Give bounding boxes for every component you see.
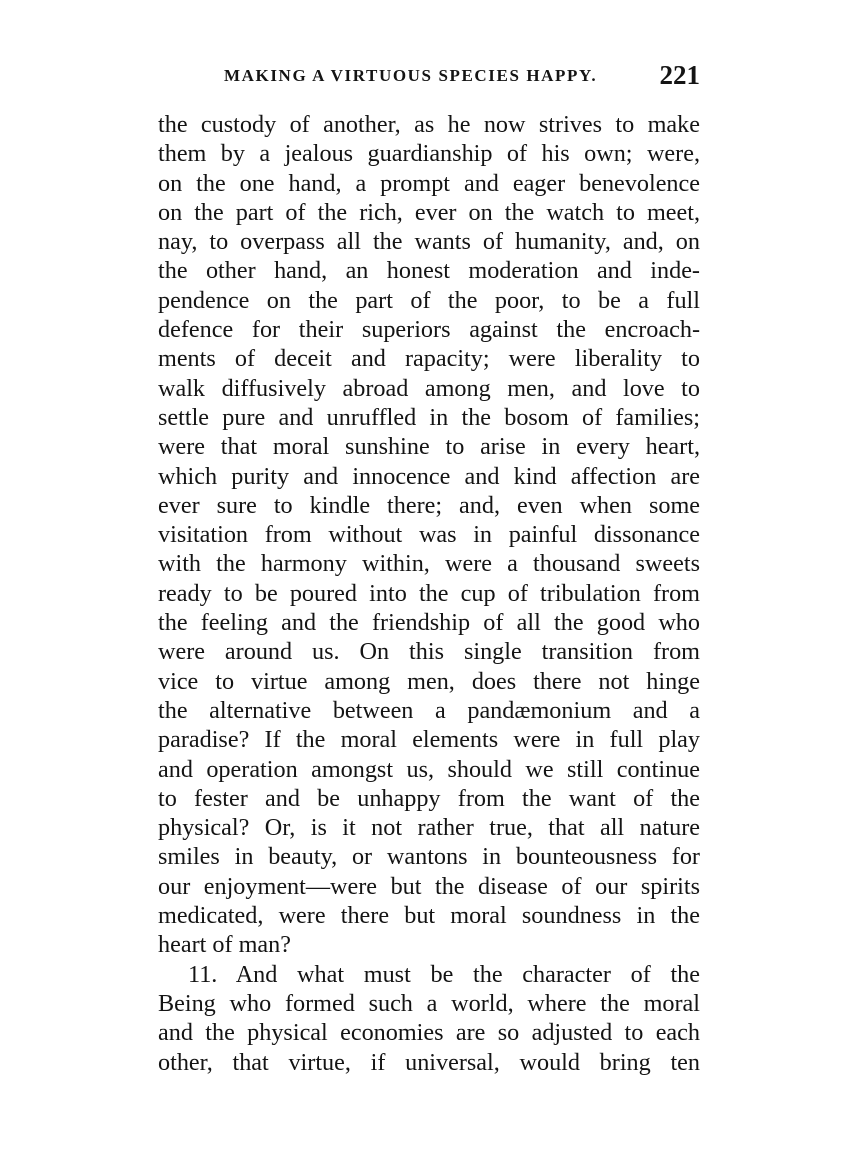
paragraph-start-line: 11. And what must be the character of the [188, 960, 700, 988]
text-line: vice to virtue among men, does there not hinge [158, 667, 700, 695]
text-line: and the physical economies are so adjusted to each [158, 1019, 700, 1047]
text-line: walk diffusively abroad among men, and love to [158, 374, 700, 402]
text-line: Being who formed such a world, where the moral [158, 989, 700, 1017]
text-line: and operation amongst us, should we still continue [158, 755, 700, 783]
text-line: ready to be poured into the cup of tribulation from [158, 579, 700, 607]
text-line: defence for their superiors against the encroach- [158, 316, 700, 344]
text-line: other, that virtue, if universal, would bring ten [158, 1048, 700, 1076]
text-line: on the one hand, a prompt and eager benevolence [158, 169, 700, 197]
text-line: ever sure to kindle there; and, even when some [158, 491, 700, 519]
text-line: the custody of another, as he now strives to make [158, 111, 700, 138]
text-line: to fester and be unhappy from the want of the [158, 784, 700, 812]
text-line: ments of deceit and rapacity; were liberality to [158, 345, 700, 373]
text-line: which purity and innocence and kind affection are [158, 462, 700, 490]
text-body [158, 110, 700, 1077]
text-line: nay, to overpass all the wants of humanity, and, on [158, 228, 700, 256]
text-line: them by a jealous guardianship of his own; were, [158, 140, 700, 168]
text-line: with the harmony within, were a thousand sweets [158, 550, 700, 578]
text-line: our enjoyment—were but the disease of our spirits [158, 872, 700, 900]
text-line: pendence on the part of the poor, to be a full [158, 286, 700, 314]
text-line: settle pure and unruffled in the bosom of families; [158, 403, 700, 431]
running-title: MAKING A VIRTUOUS SPECIES HAPPY. [224, 66, 598, 85]
running-head [158, 60, 700, 92]
text-line: paradise? If the moral elements were in full play [158, 726, 700, 754]
text-line: smiles in beauty, or wantons in bounteousness for [158, 843, 700, 871]
text-line: on the part of the rich, ever on the watch to meet, [158, 198, 700, 226]
text-line: the feeling and the friendship of all the good who [158, 609, 700, 637]
paragraph-end-line: heart of man? [158, 931, 291, 959]
text-line: were around us. On this single transition from [158, 638, 700, 666]
page-number: 221 [659, 60, 700, 90]
text-line: were that moral sunshine to arise in every heart, [158, 433, 700, 461]
text-line: medicated, were there but moral soundness in the [158, 902, 700, 930]
text-line: visitation from without was in painful dissonance [158, 521, 700, 549]
text-line: the alternative between a pandæmonium and a [158, 696, 700, 724]
text-line: physical? Or, is it not rather true, that all nature [158, 814, 700, 842]
text-line: the other hand, an honest moderation and inde- [158, 257, 700, 285]
